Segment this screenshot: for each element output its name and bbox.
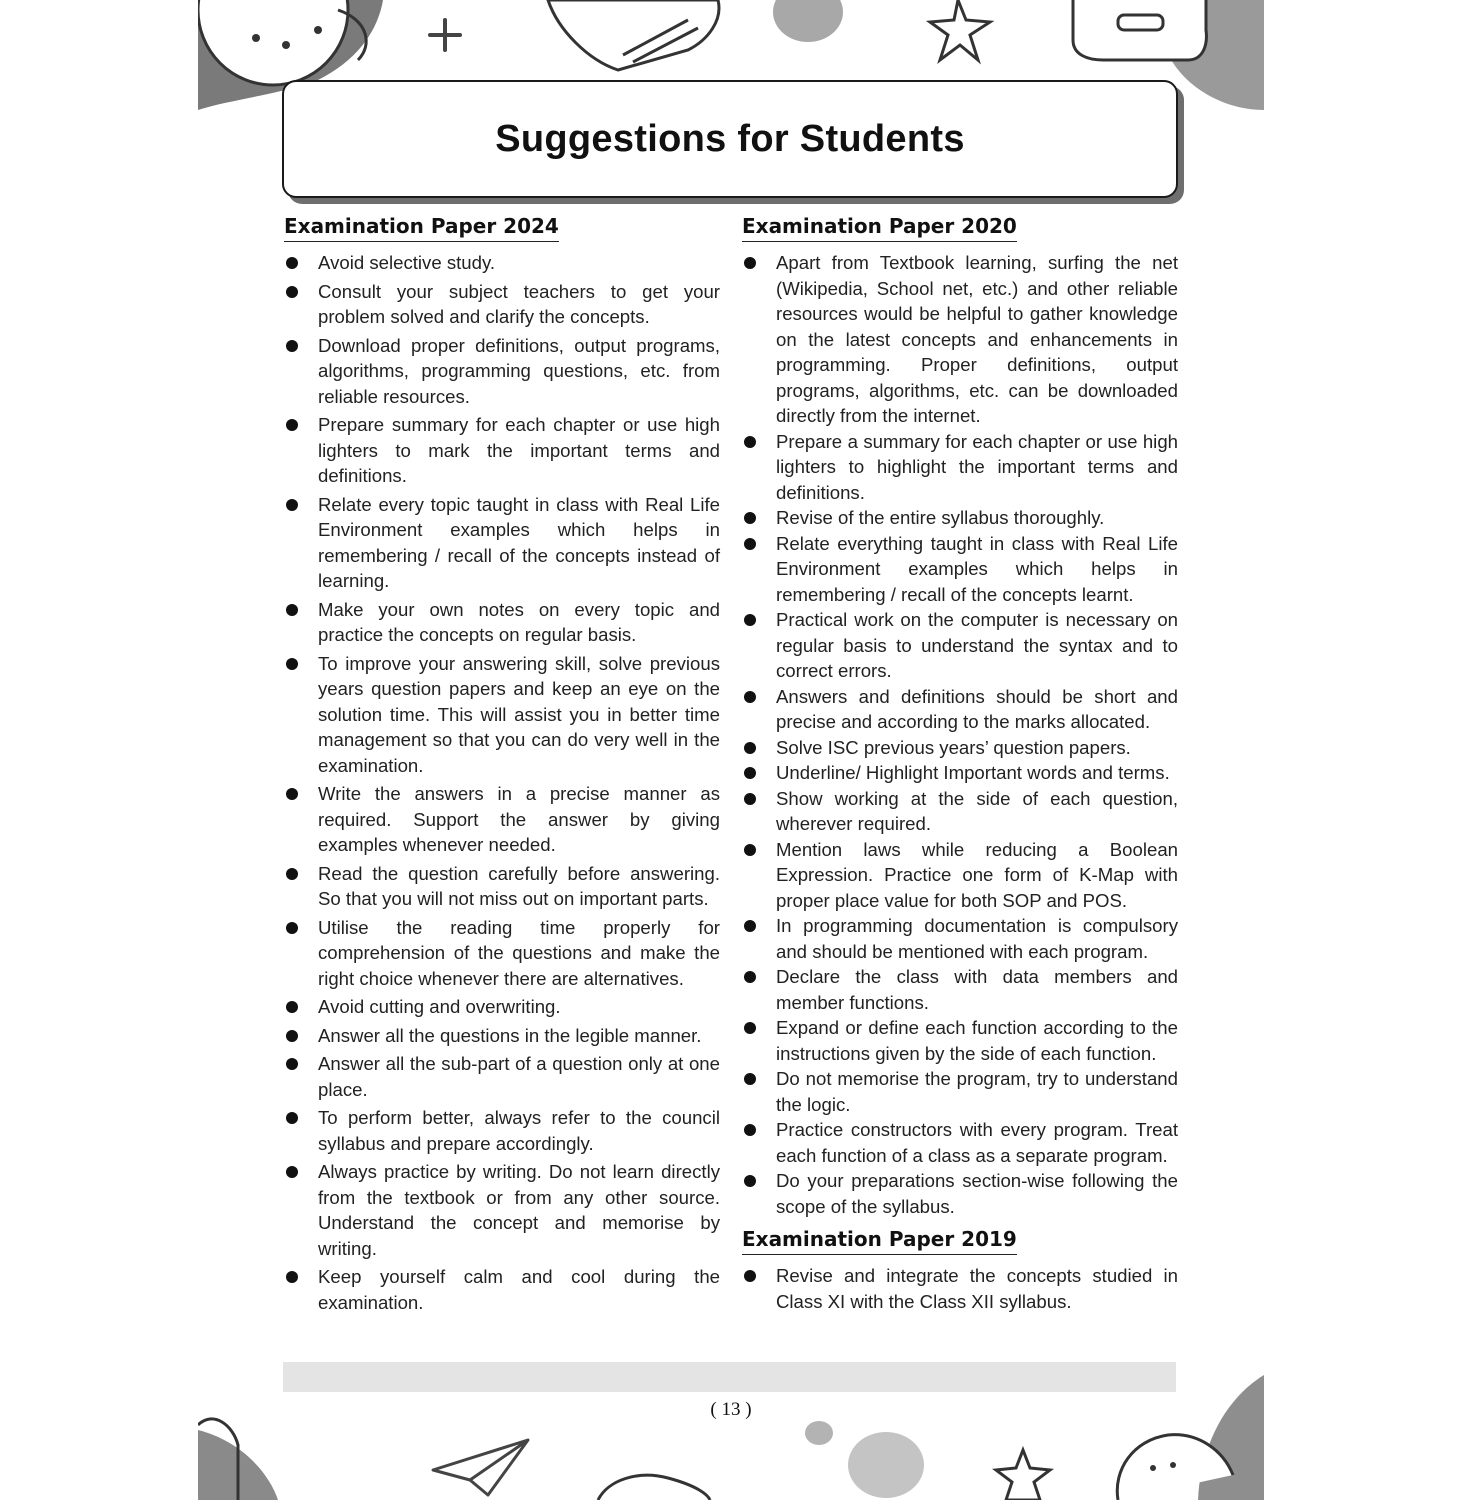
- paper-plane-doodle: [433, 1440, 528, 1495]
- list-item: Do your preparations section-wise following the scope of the syllabus.: [742, 1168, 1178, 1219]
- list-item: Utilise the reading time properly for comprehension of the questions and make the right choice whenever there are alternatives.: [284, 915, 720, 992]
- right-column: [742, 210, 1178, 1314]
- list-item: Consult your subject teachers to get your problem solved and clarify the concepts.: [284, 279, 720, 330]
- list-item: Read the question carefully before answering. So that you will not miss out on important parts.: [284, 861, 720, 912]
- star-doodle: [930, 0, 990, 60]
- section-heading-2019: Examination Paper 2019: [742, 1227, 1017, 1255]
- list-item: Practice constructors with every program. Treat each function of a class as a separate program.: [742, 1117, 1178, 1168]
- list-item: Keep yourself calm and cool during the examination.: [284, 1264, 720, 1315]
- suggestion-list-2019: [742, 1263, 1178, 1314]
- page: [198, 0, 1264, 1500]
- page-title: Suggestions for Students: [495, 117, 965, 160]
- suggestion-list-2020: [742, 250, 1178, 1219]
- list-item: To improve your answering skill, solve previous years question papers and keep an eye on the solution time. This will assist you in better time management so that you can do very well in the examination.: [284, 651, 720, 779]
- left-column: [284, 210, 720, 1318]
- list-item: Prepare a summary for each chapter or use high lighters to highlight the important terms and definitions.: [742, 429, 1178, 506]
- list-item: Practical work on the computer is necessary on regular basis to understand the syntax and to correct errors.: [742, 607, 1178, 684]
- section-heading-2024: Examination Paper 2024: [284, 214, 559, 242]
- blob-doodle-small: [805, 1421, 833, 1445]
- list-item: Answers and definitions should be short and precise and according to the marks allocated.: [742, 684, 1178, 735]
- list-item: Declare the class with data members and member functions.: [742, 964, 1178, 1015]
- list-item: Do not memorise the program, try to understand the logic.: [742, 1066, 1178, 1117]
- list-item: Revise of the entire syllabus thoroughly.: [742, 505, 1178, 531]
- list-item: Relate everything taught in class with Real Life Environment examples which helps in remembering / recall of the concepts learnt.: [742, 531, 1178, 608]
- list-item: Download proper definitions, output programs, algorithms, programming questions, etc. from reliable resources.: [284, 333, 720, 410]
- star-doodle-bottom: [996, 1450, 1050, 1500]
- blob-doodle: [773, 0, 843, 42]
- list-item: Relate every topic taught in class with Real Life Environment examples which helps in remembering / recall of the concepts instead of learning.: [284, 492, 720, 594]
- title-box: [282, 80, 1178, 198]
- list-item: Apart from Textbook learning, surfing the net (Wikipedia, School net, etc.) and other reliable resources would be helpful to gather knowledge on the latest concepts and enhancements in programming. Proper definitions, output programs, algorithms, etc. can be downloaded directly from the internet.: [742, 250, 1178, 429]
- list-item: Revise and integrate the concepts studied in Class XI with the Class XII syllabus.: [742, 1263, 1178, 1314]
- list-item: Prepare summary for each chapter or use high lighters to mark the important terms and definitions.: [284, 412, 720, 489]
- list-item: Avoid selective study.: [284, 250, 720, 276]
- list-item: Show working at the side of each question, wherever required.: [742, 786, 1178, 837]
- list-item: In programming documentation is compulsory and should be mentioned with each program.: [742, 913, 1178, 964]
- suggestion-list-2024: [284, 250, 720, 1315]
- backpack-doodle: [548, 0, 719, 70]
- list-item: Mention laws while reducing a Boolean Expression. Practice one form of K-Map with proper place value for both SOP and POS.: [742, 837, 1178, 914]
- list-item: Avoid cutting and overwriting.: [284, 994, 720, 1020]
- list-item: Solve ISC previous years’ question papers.: [742, 735, 1178, 761]
- list-item: Answer all the sub-part of a question only at one place.: [284, 1051, 720, 1102]
- list-item: Underline/ Highlight Important words and terms.: [742, 760, 1178, 786]
- footer-bar: [283, 1362, 1176, 1392]
- page-number: ( 13 ): [710, 1399, 752, 1420]
- list-item: Make your own notes on every topic and practice the concepts on regular basis.: [284, 597, 720, 648]
- list-item: Always practice by writing. Do not learn directly from the textbook or from any other source. Understand the concept and memorise by writing.: [284, 1159, 720, 1261]
- list-item: Write the answers in a precise manner as required. Support the answer by giving examples whenever needed.: [284, 781, 720, 858]
- plus-doodle: [430, 20, 460, 50]
- section-heading-2020: Examination Paper 2020: [742, 214, 1017, 242]
- blob-doodle-large: [848, 1432, 924, 1498]
- list-item: Expand or define each function according to the instructions given by the side of each function.: [742, 1015, 1178, 1066]
- list-item: To perform better, always refer to the council syllabus and prepare accordingly.: [284, 1105, 720, 1156]
- list-item: Answer all the questions in the legible manner.: [284, 1023, 720, 1049]
